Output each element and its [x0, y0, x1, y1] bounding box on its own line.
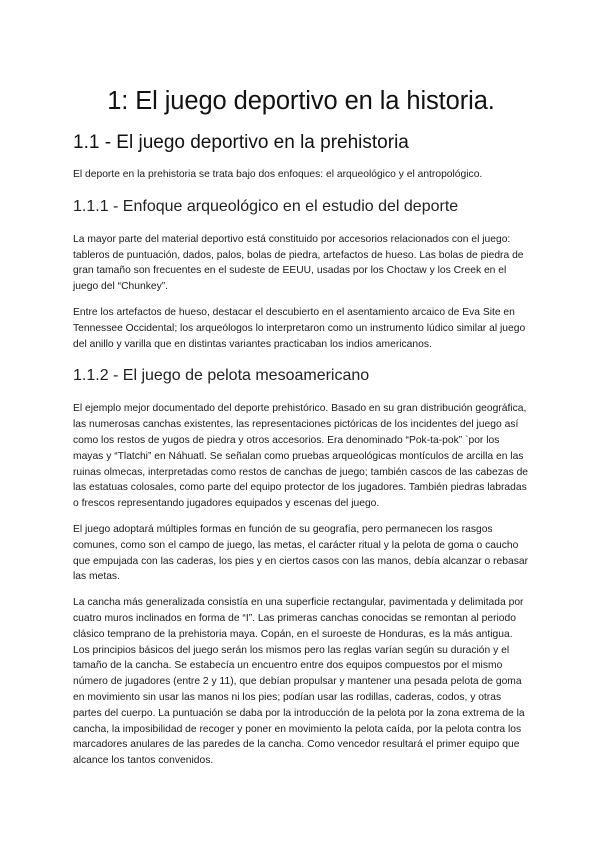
paragraph-bone-artifacts: Entre los artefactos de hueso, destacar el descubierto en el asentamiento arcaico de Eva Site en Tennessee Occidental; los arqueólogos lo interpretaron como un instrumento lúdico similar al juego del anillo y varilla que en distintas variantes practicaban los indios americanos.: [73, 306, 526, 350]
paragraph-mesoamerican-evidence: El ejemplo mejor documentado del deporte prehistórico. Basado en su gran distribución geográfica, las numerosas canchas existentes, las representaciones pictóricas de los incidentes del juego así como los restos de yugos de piedra y otros accesorios. Era denominado “Pok-ta-pok” `por los mayas y “Tlatchi” en Náhuatl. Se señalan como pruebas arqueológicas montículos de arcilla en las ruinas olmecas, interpretadas como restos de canchas de juego; también cascos de las cabezas de las estatuas colosales, como parte del equipo protector de los jugadores. También piedras labradas o frescos representando jugadores equipados y escenas del juego.: [73, 403, 529, 510]
paragraph-court-and-rules: La cancha más generalizada consistía en una superficie rectangular, pavimentada y delimitada por cuatro muros inclinados en forma de “I”. Las primeras canchas conocidas se remontan al periodo clásico temprano de la prehistoria maya. Copán, en el suroeste de Honduras, es la más antigua. Los principios básicos del juego serán los mismos pero las reglas varían según su duración y el tamaño de la cancha. Se estabecía un encuentro entre dos equipos compuestos por el mismo número de jugadores (entre 2 y 11), que debían propulsar y mantener una pesada pelota de goma en movimiento sin usar las manos ni los pies; podían usar las rodillas, caderas, codos, y otras partes del cuerpo. La puntuación se daba por la introducción de la pelota por la zona extrema de la cancha, la imposibilidad de recoger y poner en movimiento la pelota caída, por la pelota contra los marcadores anulares de las paredes de la cancha. Como vencedor resultará el primer equipo que alcance los tantos convenidos.: [73, 597, 525, 767]
subsection-heading-1-1-2: 1.1.2 - El juego de pelota mesoamericano: [73, 367, 370, 385]
subsection-heading-1-1-1: 1.1.1 - Enfoque arqueológico en el estudio del deporte: [73, 197, 459, 215]
section-intro-paragraph: El deporte en la prehistoria se trata bajo dos enfoques: el arqueológico y el antropológico.: [73, 169, 483, 180]
section-heading-1-1: 1.1 - El juego deportivo en la prehistoria: [73, 132, 409, 153]
paragraph-game-forms: El juego adoptará múltiples formas en función de su geografía, pero permanecen los rasgos comunes, como son el campo de juego, las metas, el carácter ritual y la pelota de goma o caucho que empujada con las caderas, los pies y en ciertos casos con las manos, debía alcanzar o rebasar las metas.: [73, 523, 529, 583]
paragraph-archaeological-material: La mayor parte del material deportivo está constituido por accesorios relacionados con el juego: tableros de puntuación, dados, palos, bolas de piedra, artefactos de hueso. Las bolas de piedra de gran tamaño son frecuentes en el sudeste de EEUU, usadas por los Choctaw y los Creek en el juego del “Chunkey”.: [73, 233, 524, 293]
document-title: 1: El juego deportivo en la historia.: [107, 87, 495, 115]
